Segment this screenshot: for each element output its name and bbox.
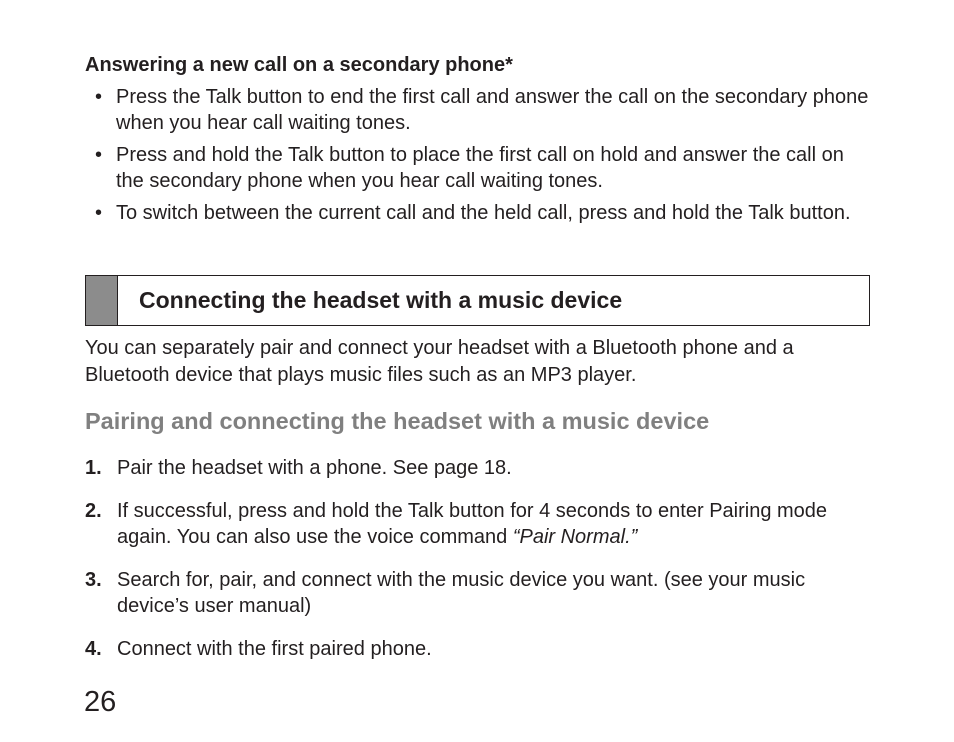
bullet-text: To switch between the current call and the held call, press and hold the Talk button.: [116, 202, 851, 224]
voice-command-text: “Pair Normal.”: [512, 526, 638, 548]
step-text: If successful, press and hold the Talk button for 4 seconds to enter Pairing mode again. You can also use the voice command: [117, 500, 828, 548]
bullet-marker: •: [95, 86, 103, 108]
section-title-box: [85, 275, 870, 326]
step-item: [85, 636, 875, 662]
section-tab-marker: [86, 276, 118, 325]
step-item: [85, 455, 875, 481]
bullet-text: Press and hold the Talk button to place the first call on hold and answer the call on the secondary phone when you hear call waiting tones.: [116, 144, 844, 192]
step-number: 3.: [85, 569, 102, 591]
bullet-item: [85, 84, 875, 136]
step-number: 2.: [85, 500, 102, 522]
bullet-marker: •: [95, 144, 103, 166]
bullet-item: [85, 142, 875, 194]
secondary-call-bullet-list: [85, 84, 875, 232]
bullet-marker: •: [95, 202, 103, 224]
section-intro: You can separately pair and connect your headset with a Bluetooth phone and a Bluetooth device that plays music files such as an MP3 player.: [85, 337, 794, 386]
step-text: Connect with the first paired phone.: [117, 638, 432, 660]
pairing-heading: Pairing and connecting the headset with a music device: [85, 408, 710, 434]
step-number: 1.: [85, 457, 102, 479]
step-number: 4.: [85, 638, 102, 660]
bullet-text: Press the Talk button to end the first call and answer the call on the secondary phone when you hear call waiting tones.: [116, 86, 869, 134]
secondary-call-heading: Answering a new call on a secondary phone*: [85, 54, 513, 76]
step-item: [85, 498, 875, 550]
step-text: Pair the headset with a phone. See page 18.: [117, 457, 512, 479]
bullet-item: [85, 200, 875, 226]
step-text: Search for, pair, and connect with the music device you want. (see your music device’s user manual): [117, 569, 806, 617]
pairing-steps-list: [85, 455, 875, 662]
section-title: Connecting the headset with a music device: [139, 287, 623, 313]
page-number: 26: [84, 686, 117, 718]
step-item: [85, 567, 875, 619]
